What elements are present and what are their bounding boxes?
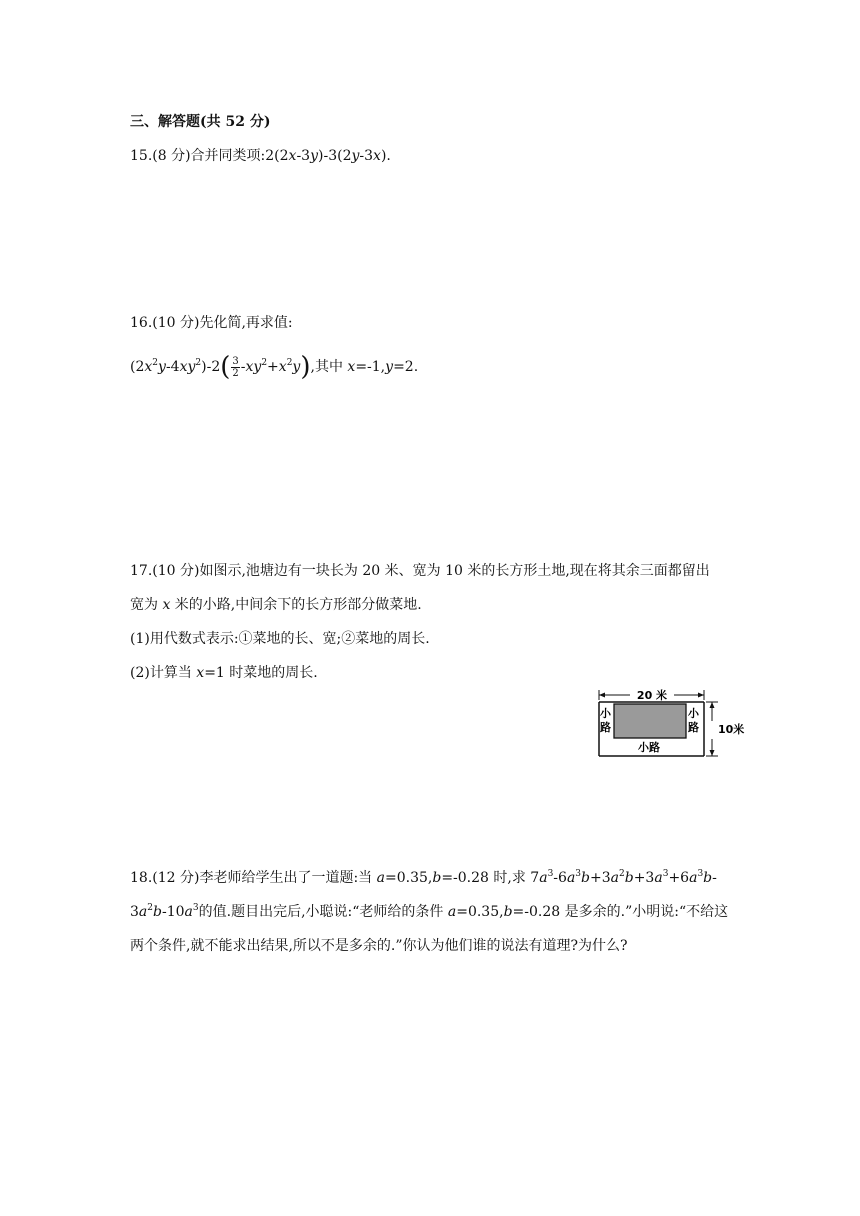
- fraction-3-2: $\frac{3}{2}$: [232, 355, 239, 379]
- question-18-line-3: 两个条件,就不能求出结果,所以不是多余的.”你认为他们谁的说法有道理?为什么?: [130, 938, 628, 954]
- width-label: 20 米: [636, 689, 668, 702]
- question-17-part-2: (2)计算当 x=1 时菜地的周长.: [130, 665, 318, 681]
- right-path-label-2: 路: [688, 721, 699, 734]
- left-path-label-2: 路: [600, 721, 611, 734]
- height-label: 10米: [718, 723, 745, 736]
- right-path-label-1: 小: [688, 707, 699, 720]
- vegetable-plot: [614, 704, 686, 738]
- section-header: 三、解答题(共 52 分): [130, 114, 271, 130]
- question-17-line-1: 17.(10 分)如图示,池塘边有一块长为 20 米、宽为 10 米的长方形土地,现在将其余三面都留出: [130, 563, 710, 579]
- question-16-expression: $(2x^2y-4xy^2)-2$( $\frac{3}{2}$ $-xy^2+x^2y$),其中 x=-1,y=2.: [130, 352, 419, 382]
- garden-diagram: [596, 688, 745, 760]
- question-18-line-2: $3a^2b-10a^3$的值.题目出完后,小聪说:“老师给的条件 a=0.35,b=-0.28 是多余的.”小明说:“不给这: [130, 903, 729, 920]
- question-16-intro: 16.(10 分)先化简,再求值:: [130, 315, 293, 331]
- bottom-path-label: 小路: [638, 741, 660, 754]
- left-path-label-1: 小: [600, 707, 611, 720]
- question-17-part-1: (1)用代数式表示:①菜地的长、宽;②菜地的周长.: [130, 631, 430, 647]
- question-18-line-1: 18.(12 分)李老师给学生出了一道题:当 a=0.35,b=-0.28 时,求 $7a^3-6a^3b+3a^2b+3a^3+6a^3b-$: [130, 869, 717, 886]
- question-17-line-2: 宽为 x 米的小路,中间余下的长方形部分做菜地.: [130, 597, 422, 613]
- question-15: 15.(8 分)合并同类项:2(2x-3y)-3(2y-3x).: [130, 148, 391, 164]
